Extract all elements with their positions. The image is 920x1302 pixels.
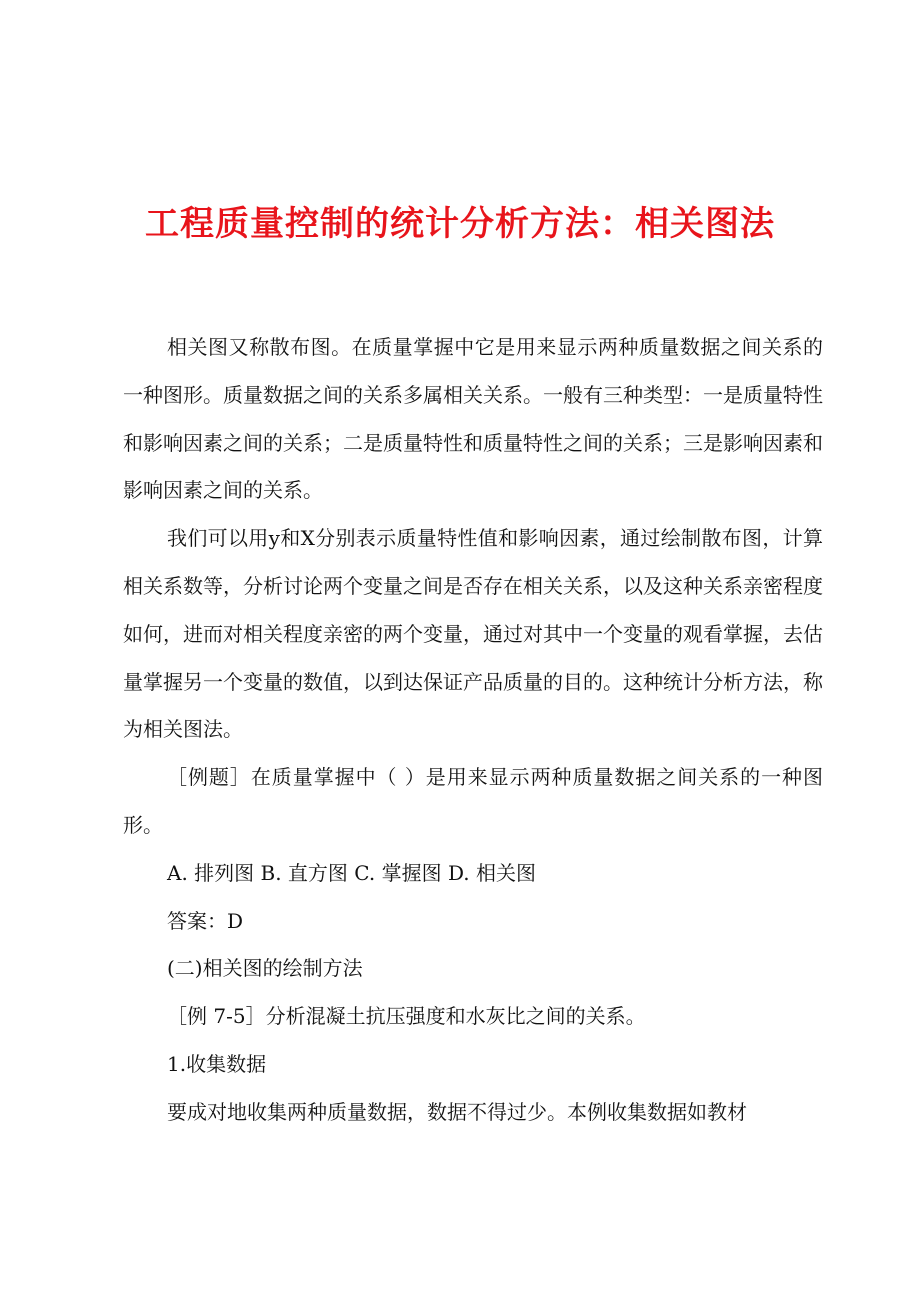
paragraph-answer: 答案：D [167, 908, 244, 933]
paragraph-example-question: ［例题］在质量掌握中（ ）是用来显示两种质量数据之间关系的一种图形。 [123, 765, 823, 837]
document-title: 工程质量控制的统计分析方法：相关图法 [145, 204, 775, 244]
document-body [123, 324, 823, 1137]
section-heading: (二)相关图的绘制方法 [167, 956, 363, 981]
subsection-heading: 1.收集数据 [167, 1051, 267, 1076]
paragraph-intro: 相关图又称散布图。在质量掌握中它是用来显示两种质量数据之间关系的一种图形。质量数据之间的关系多属相关关系。一般有三种类型：一是质量特性和影响因素之间的关系；二是质量特性和质量特性之间的关系；三是影响因素和影响因素之间的关系。 [123, 335, 823, 503]
paragraph-answer-options: A. 排列图 B. 直方图 C. 掌握图 D. 相关图 [167, 860, 536, 885]
paragraph-collect-data: 要成对地收集两种质量数据，数据不得过少。本例收集数据如教材 [167, 1099, 747, 1124]
paragraph-example-7-5: ［例 7-5］分析混凝土抗压强度和水灰比之间的关系。 [167, 1004, 646, 1029]
paragraph-method: 我们可以用y和X分别表示质量特性值和影响因素，通过绘制散布图，计算相关系数等，分析讨论两个变量之间是否存在相关关系，以及这种关系亲密程度如何，进而对相关程度亲密的两个变量，通过对其中一个变量的观看掌握，去估量掌握另一个变量的数值，以到达保证产品质量的目的。这种统计分析方法，称为相关图法。 [123, 526, 823, 742]
